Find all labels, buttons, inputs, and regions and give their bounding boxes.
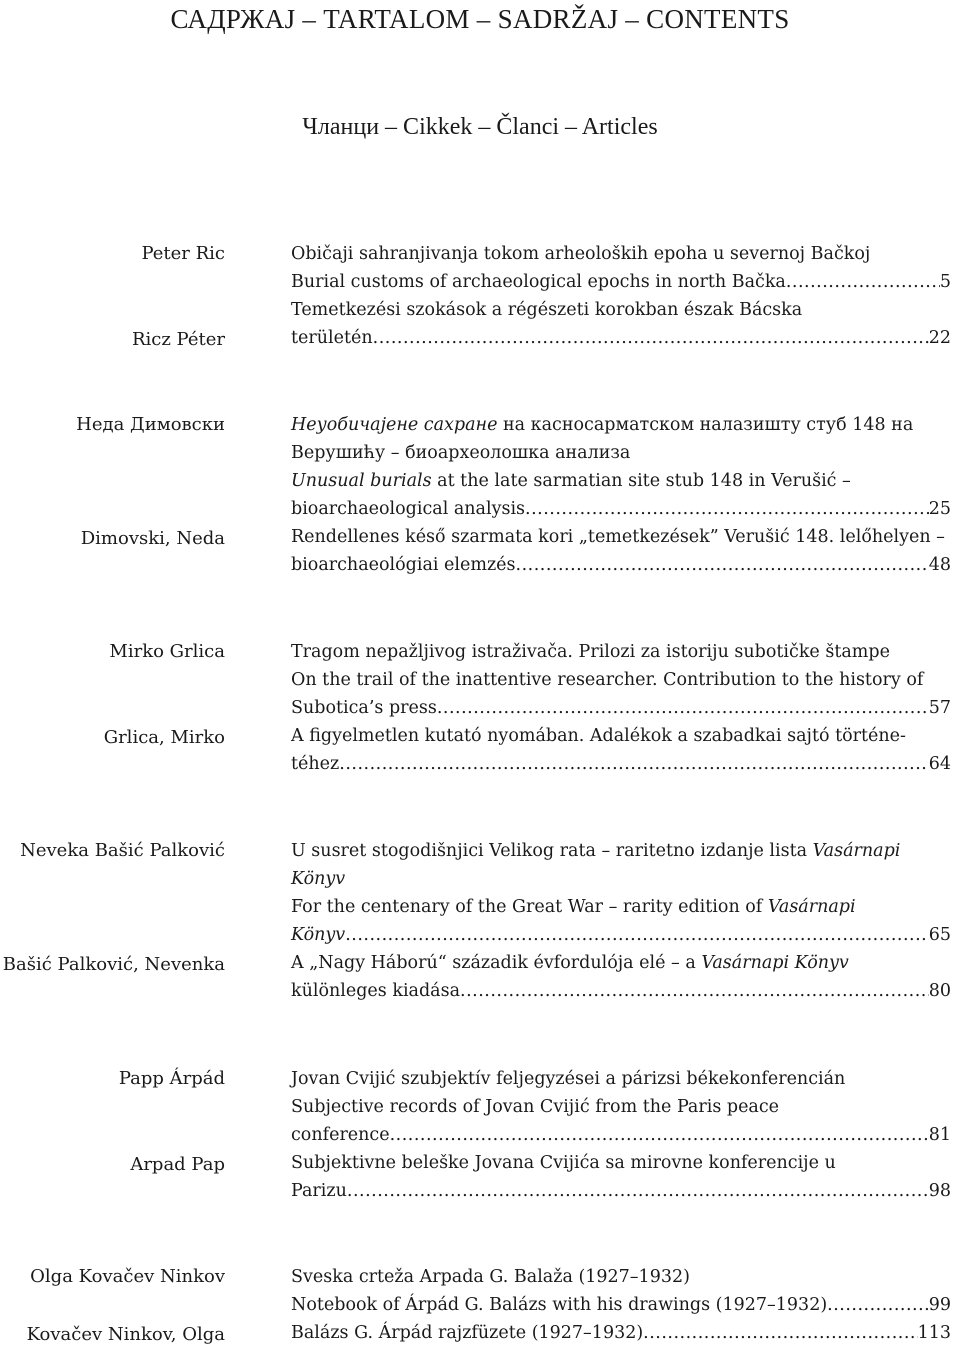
- page-number[interactable]: 5: [939, 272, 951, 292]
- title-line: Burial customs of archaeological epochs in north Bačka: [291, 272, 786, 292]
- entry-titles: [291, 411, 951, 579]
- title-line: különleges kiadása: [291, 981, 461, 1001]
- leader-dots: [786, 268, 940, 296]
- author-name-alt: Arpad Pap: [130, 1154, 225, 1175]
- author-name: Mirko Grlica: [109, 641, 225, 662]
- title-italic: Неуобичајене сахране: [291, 415, 498, 435]
- title-italic: Könyv: [291, 869, 346, 889]
- leader-dots: [345, 921, 929, 949]
- leader-dots: [525, 495, 929, 523]
- title-line: bioarchaeológiai elemzés: [291, 555, 516, 575]
- title-line: Običaji sahranjivanja tokom arheoloških epoha u severnoj Bačkoj: [291, 244, 871, 264]
- author-name: Neveka Bašić Palković: [20, 840, 225, 861]
- title-line: Notebook of Árpád G. Balázs with his drawings (1927–1932): [291, 1295, 828, 1315]
- leader-dots: [339, 750, 928, 778]
- title-line: Верушићу – биоархеолошка анализа: [291, 443, 631, 463]
- entry-titles: [291, 837, 951, 1005]
- entry-titles: [291, 1263, 951, 1347]
- entry-titles: [291, 240, 951, 352]
- entry-titles: [291, 1065, 951, 1205]
- page-number[interactable]: 81: [928, 1125, 951, 1145]
- author-name-alt: Grlica, Mirko: [103, 727, 225, 748]
- author-name: Olga Kovačev Ninkov: [30, 1266, 225, 1287]
- page-number[interactable]: 65: [928, 925, 951, 945]
- leader-dots: [827, 1291, 929, 1319]
- title-italic: Vasárnapi Könyv: [701, 953, 849, 973]
- leader-dots: [460, 977, 929, 1005]
- section-title: Чланци – Cikkek – Članci – Articles: [302, 114, 658, 140]
- leader-dots: [390, 1121, 929, 1149]
- title-italic: Vasárnapi: [812, 841, 901, 861]
- leader-dots: [347, 1177, 929, 1205]
- page-number[interactable]: 25: [928, 499, 951, 519]
- title-italic: Unusual burials: [291, 471, 432, 491]
- page-title: САДРЖАЈ – TARTALOM – SADRŽAJ – CONTENTS: [170, 4, 790, 34]
- author-name-alt: Bašić Palković, Nevenka: [2, 954, 225, 975]
- leader-dots: [516, 551, 929, 579]
- title-italic: Könyv: [291, 925, 346, 945]
- page-number[interactable]: 22: [928, 328, 951, 348]
- title-line: Sveska crteža Arpada G. Balaža (1927–1932): [291, 1267, 690, 1287]
- page-number[interactable]: 99: [928, 1295, 951, 1315]
- title-line: at the late sarmatian site stub 148 in Verušić –: [431, 471, 851, 491]
- title-line: Subotica’s press: [291, 698, 437, 718]
- title-line: területén: [291, 328, 373, 348]
- title-line: téhez: [291, 754, 340, 774]
- author-name-alt: Kovačev Ninkov, Olga: [26, 1324, 225, 1345]
- page-number[interactable]: 48: [928, 555, 951, 575]
- page-number[interactable]: 64: [928, 754, 951, 774]
- page-number[interactable]: 98: [928, 1181, 951, 1201]
- title-line: Tragom nepažljivog istraživača. Prilozi za istoriju subotičke štampe: [291, 642, 890, 662]
- entry-titles: [291, 638, 951, 778]
- title-line: On the trail of the inattentive researcher. Contribution to the history of: [291, 670, 924, 690]
- title-line: Subjektivne beleške Jovana Cvijića sa mirovne konferencije u: [291, 1153, 836, 1173]
- title-line: U susret stogodišnjici Velikog rata – raritetno izdanje lista: [291, 841, 813, 861]
- title-line: conference: [291, 1125, 390, 1145]
- title-line: A „Nagy Háború“ századik évfordulója elé – a: [291, 953, 702, 973]
- title-line: Parizu: [291, 1181, 347, 1201]
- title-line: For the centenary of the Great War – rarity edition of: [291, 897, 768, 917]
- title-line: на касносарматском налазишту стуб 148 на: [497, 415, 914, 435]
- author-name-alt: Dimovski, Neda: [80, 528, 225, 549]
- title-line: Jovan Cvijić szubjektív feljegyzései a párizsi békekonferencián: [291, 1069, 846, 1089]
- page-number[interactable]: 80: [928, 981, 951, 1001]
- author-name: Papp Árpád: [118, 1068, 225, 1089]
- title-italic: Vasárnapi: [767, 897, 856, 917]
- title-line: Subjective records of Jovan Cvijić from the Paris peace: [291, 1097, 780, 1117]
- title-line: Balázs G. Árpád rajzfüzete (1927–1932): [291, 1323, 644, 1343]
- author-name-alt: Ricz Péter: [131, 329, 225, 350]
- author-name: Peter Ric: [141, 243, 225, 264]
- page-number[interactable]: 113: [917, 1323, 951, 1343]
- title-line: bioarchaeological analysis: [291, 499, 526, 519]
- leader-dots: [373, 324, 929, 352]
- title-line: Rendellenes késő szarmata kori „temetkezések” Verušić 148. lelőhelyen –: [291, 527, 945, 547]
- author-name: Неда Димовски: [76, 414, 225, 435]
- leader-dots: [643, 1319, 917, 1347]
- leader-dots: [437, 694, 929, 722]
- title-line: A figyelmetlen kutató nyomában. Adalékok a szabadkai sajtó történe-: [291, 726, 906, 746]
- page-number[interactable]: 57: [928, 698, 951, 718]
- title-line: Temetkezési szokások a régészeti korokban észak Bácska: [291, 300, 803, 320]
